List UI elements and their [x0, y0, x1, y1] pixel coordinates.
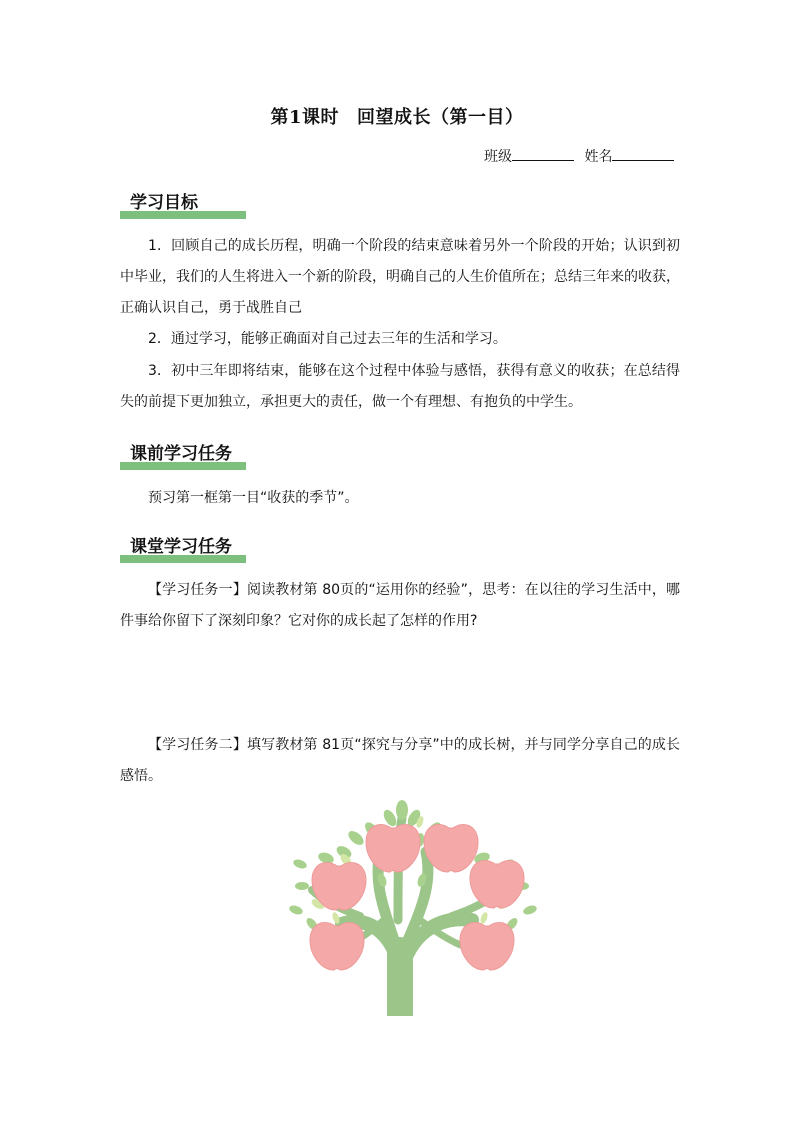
- learning-task-1: 【学习任务一】阅读教材第 80页的“运用你的经验”，思考：在以往的学习生活中，哪件事给你留下了深刻印象？它对你的成长起了怎样的作用?: [120, 582, 680, 629]
- growth-tree-illustration: [286, 800, 538, 1016]
- section-heading-preclass: [120, 442, 232, 470]
- section-heading-objectives: [120, 191, 198, 219]
- objective-item-1: 1．回顾自己的成长历程，明确一个阶段的结束意味着另外一个阶段的开始；认识到初中毕业，我们的人生将进入一个新的阶段，明确自己的人生价值所在；总结三年来的收获，正确认识自己，勇于战胜自己: [120, 238, 680, 316]
- page-title: [0, 103, 794, 129]
- section-heading-inclass: [120, 535, 232, 563]
- preclass-task: 预习第一框第一目“收获的季节”。: [148, 490, 359, 506]
- student-info: [484, 146, 674, 166]
- objective-item-3: 3．初中三年即将结束，能够在这个过程中体验与感悟，获得有意义的收获；在总结得失的前提下更加独立，承担更大的责任，做一个有理想、有抱负的中学生。: [120, 363, 680, 410]
- heading-label: 学习目标: [130, 193, 198, 213]
- lesson-topic: 回望成长（第一目）: [357, 107, 524, 128]
- heading-label: 课堂学习任务: [130, 537, 232, 557]
- name-blank[interactable]: [612, 160, 674, 161]
- objective-item-2: 2．通过学习，能够正确面对自己过去三年的生活和学习。: [148, 331, 507, 347]
- heading-label: 课前学习任务: [130, 444, 232, 464]
- name-label: 姓名: [584, 149, 613, 165]
- class-label: 班级: [484, 149, 512, 165]
- class-blank[interactable]: [512, 160, 574, 161]
- lesson-number: 第1课时: [270, 107, 340, 128]
- learning-task-2: 【学习任务二】填写教材第 81页“探究与分享”中的成长树，并与同学分享自己的成长感悟。: [120, 737, 680, 784]
